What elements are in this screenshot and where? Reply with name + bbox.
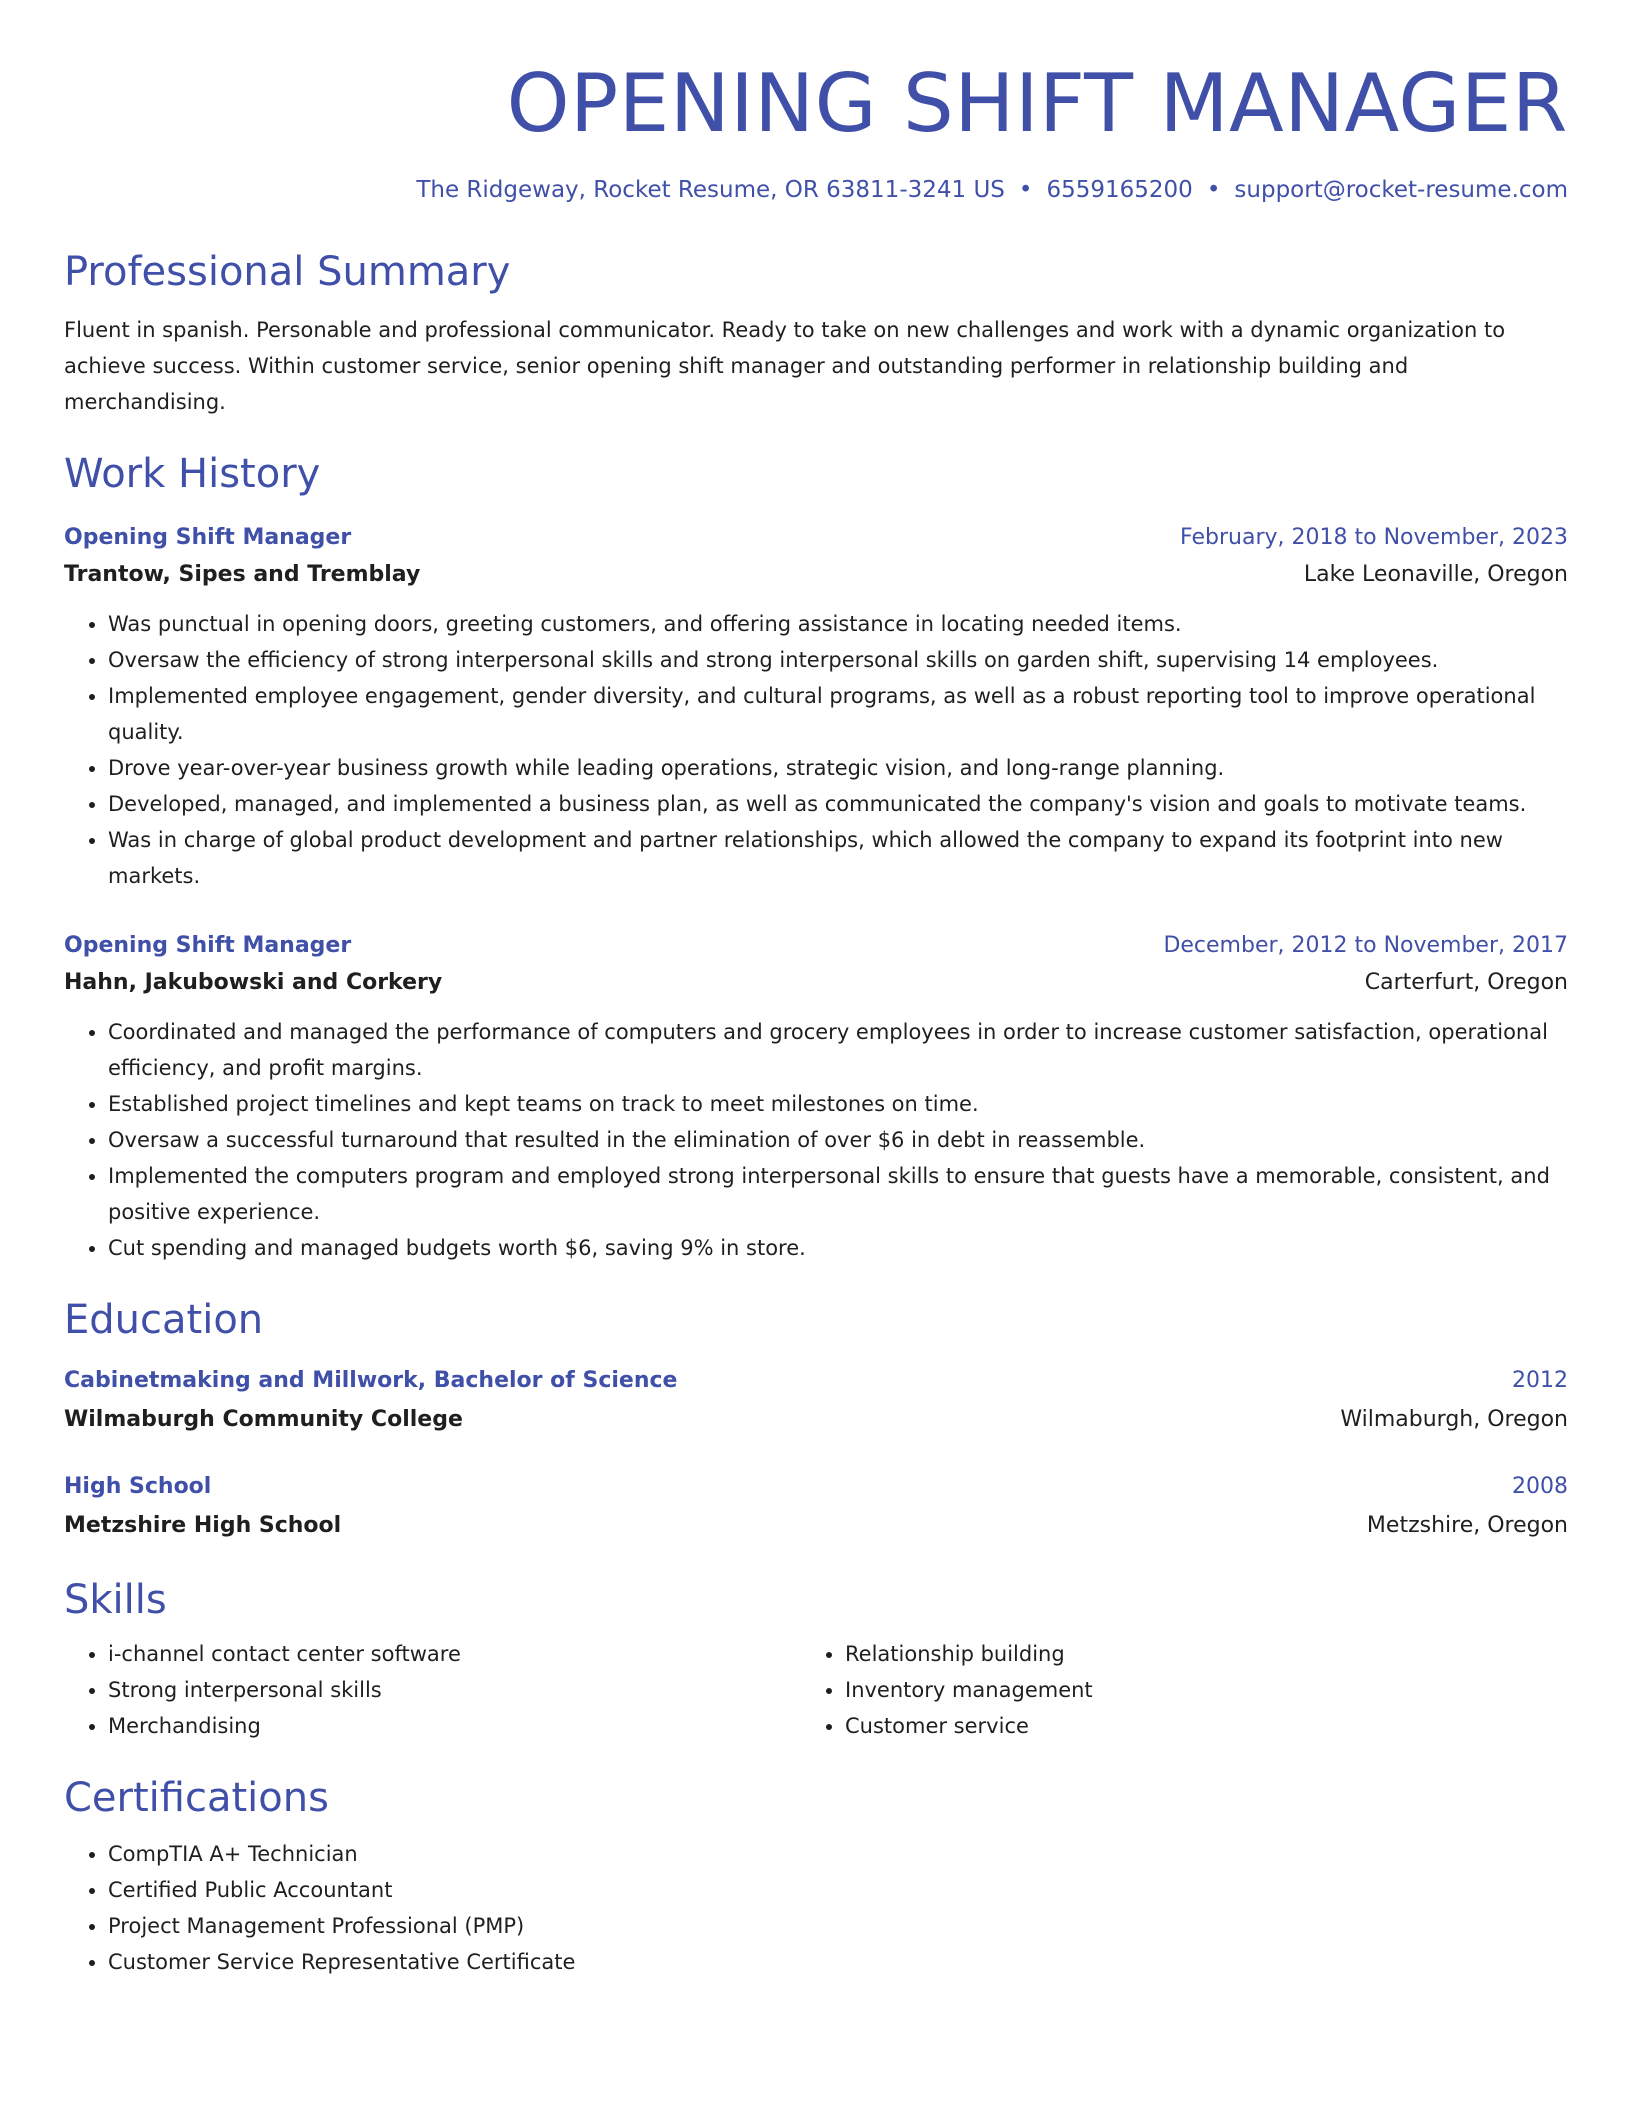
job-title: Opening Shift Manager [64,525,352,550]
list-item: • Customer Service Representative Certificate [108,1944,1568,1980]
job-bullets [64,606,1568,894]
education-entry [64,1468,1568,1546]
certifications-section [64,1772,1568,1980]
education-year: 2008 [1512,1474,1568,1499]
education-year: 2012 [1512,1368,1568,1393]
job-dates: December, 2012 to November, 2017 [1163,933,1568,958]
summary-section [64,246,1568,420]
skills-heading: Skills [64,1577,167,1623]
list-item: • Merchandising [108,1708,801,1744]
skills-column-right [801,1636,1568,1744]
list-item: • Customer service [845,1708,1568,1744]
list-item: • Project Management Professional (PMP) [108,1908,1568,1944]
education-degree: High School [64,1474,212,1499]
job-dates: February, 2018 to November, 2023 [1180,525,1568,550]
list-item: • CompTIA A+ Technician [108,1836,1568,1872]
education-school: Wilmaburgh Community College [64,1407,463,1432]
list-item: • Was punctual in opening doors, greeting customers, and offering assistance in locating needed items. [108,606,1568,642]
list-item: • Strong interpersonal skills [108,1672,801,1708]
contact-separator: • [1206,177,1221,203]
list-item: • Relationship building [845,1636,1568,1672]
resume-title: OPENING SHIFT MANAGER [506,57,1568,150]
education-section [64,1294,1568,1546]
skills-section [64,1574,1568,1744]
education-location: Wilmaburgh, Oregon [1340,1407,1568,1432]
summary-text: Fluent in spanish. Personable and professional communicator. Ready to take on new challenges and work with a dynamic organization to achieve success. Within customer service, senior opening shift manager and outstanding performer in relationship building and merchandising. [64,318,1506,414]
skills-column-left [64,1636,801,1744]
list-item: • i-channel contact center software [108,1636,801,1672]
list-item: • Implemented employee engagement, gender diversity, and cultural programs, as well as a robust reporting tool to improve operational quality. [108,678,1568,750]
education-location: Metzshire, Oregon [1366,1513,1568,1538]
job-entry [64,928,1568,1266]
job-company: Hahn, Jakubowski and Corkery [64,970,443,995]
education-degree: Cabinetmaking and Millwork, Bachelor of Science [64,1368,678,1393]
certifications-heading: Certifications [64,1775,329,1821]
list-item: • Certified Public Accountant [108,1872,1568,1908]
job-location: Carterfurt, Oregon [1364,970,1568,995]
contact-address: The Ridgeway, Rocket Resume, OR 63811-3241 US [416,177,1005,203]
list-item: • Oversaw a successful turnaround that resulted in the elimination of over $6 in debt in reassemble. [108,1122,1568,1158]
contact-separator: • [1018,177,1033,203]
list-item: • Cut spending and managed budgets worth $6, saving 9% in store. [108,1230,1568,1266]
skills-grid [64,1636,1568,1744]
job-location: Lake Leonaville, Oregon [1303,562,1568,587]
education-school: Metzshire High School [64,1513,342,1538]
job-company: Trantow, Sipes and Tremblay [64,562,421,587]
education-entry [64,1362,1568,1440]
list-item: • Implemented the computers program and employed strong interpersonal skills to ensure that guests have a memorable, consistent, and positive experience. [108,1158,1568,1230]
contact-email: support@rocket-resume.com [1234,177,1568,203]
list-item: • Coordinated and managed the performance of computers and grocery employees in order to increase customer satisfaction, operational efficiency, and profit margins. [108,1014,1568,1086]
job-title: Opening Shift Manager [64,933,352,958]
contact-line [64,174,1568,206]
job-entry [64,520,1568,894]
list-item: • Oversaw the efficiency of strong interpersonal skills and strong interpersonal skills on garden shift, supervising 14 employees. [108,642,1568,678]
certifications-list [64,1836,1568,1980]
work-history-heading: Work History [64,451,321,497]
list-item: • Drove year-over-year business growth while leading operations, strategic vision, and long-range planning. [108,750,1568,786]
list-item: • Developed, managed, and implemented a business plan, as well as communicated the company's vision and goals to motivate teams. [108,786,1568,822]
contact-phone: 6559165200 [1046,177,1193,203]
work-history-section [64,448,1568,1266]
list-item: • Inventory management [845,1672,1568,1708]
job-bullets [64,1014,1568,1266]
list-item: • Established project timelines and kept teams on track to meet milestones on time. [108,1086,1568,1122]
list-item: • Was in charge of global product development and partner relationships, which allowed the company to expand its footprint into new markets. [108,822,1568,894]
summary-heading: Professional Summary [64,249,511,295]
education-heading: Education [64,1297,264,1343]
